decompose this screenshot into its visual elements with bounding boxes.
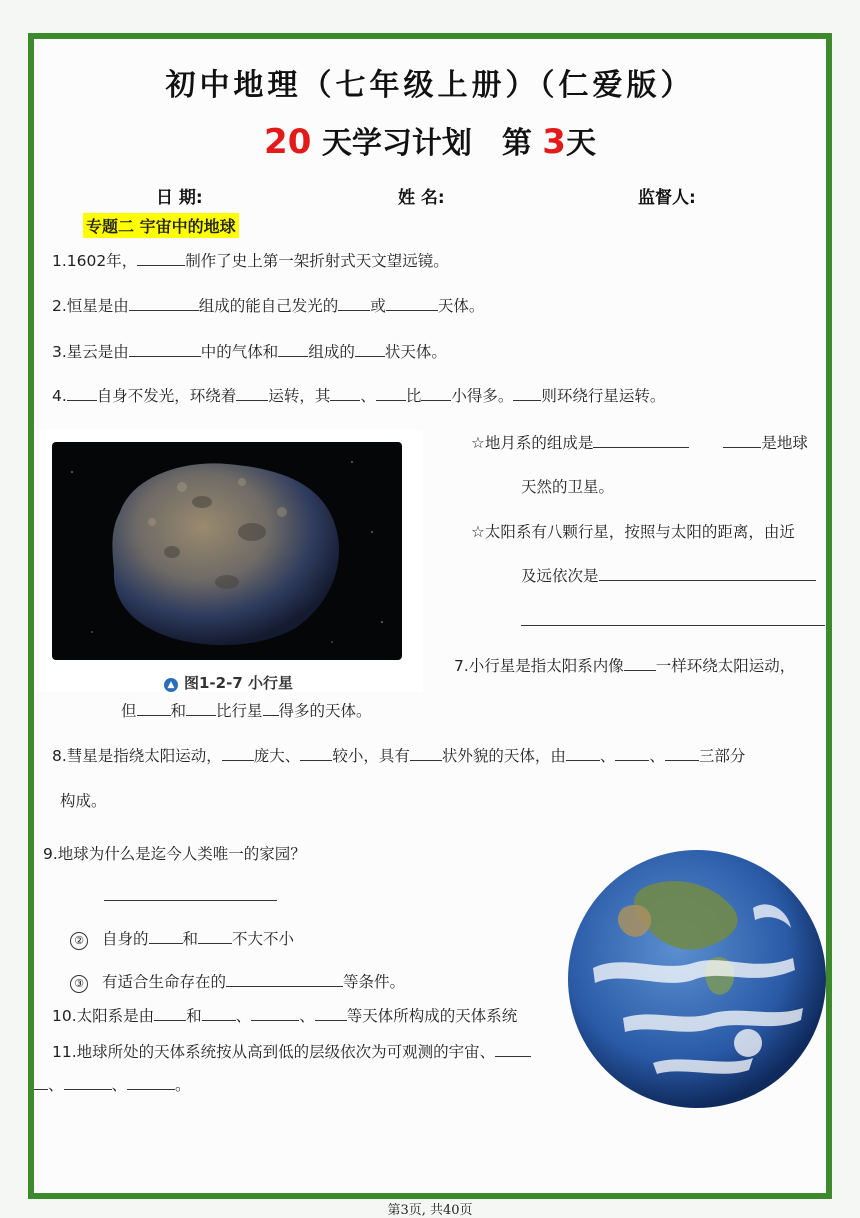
answer-blank[interactable]	[222, 745, 254, 762]
figure-caption: ▲ 图1-2-7 小行星	[164, 672, 293, 693]
answer-blank[interactable]	[593, 432, 689, 449]
answer-blank[interactable]	[278, 341, 308, 358]
question-11-cont: 、 、 。	[34, 1073, 191, 1095]
answer-blank[interactable]	[615, 745, 649, 762]
question-2: 2.恒星是由 组成的能自己发光的 或 天体。	[52, 294, 484, 316]
answer-blank[interactable]	[186, 700, 216, 717]
question-8-cont: 构成。	[60, 792, 107, 810]
asteroid-image	[52, 442, 402, 660]
asteroid-figure	[38, 430, 423, 692]
answer-blank[interactable]	[338, 295, 370, 312]
supervisor-label: 监督人:	[638, 188, 696, 208]
answer-blank[interactable]	[386, 295, 438, 312]
day-suffix: 天	[565, 126, 596, 161]
question-11: 11.地球所处的天体系统按从高到低的层级依次为可观测的宇宙、	[52, 1040, 531, 1062]
answer-blank[interactable]	[421, 385, 451, 402]
circled-number: ③	[70, 975, 88, 993]
answer-blank[interactable]	[64, 1074, 112, 1091]
page-subtitle	[0, 118, 860, 162]
question-4: 4. 自身不发光，环绕着 运转，其 、 比 小得多。 则环绕行星运转。	[52, 384, 665, 406]
answer-blank[interactable]	[495, 1041, 531, 1058]
answer-blank[interactable]	[137, 700, 171, 717]
answer-line[interactable]	[521, 625, 825, 626]
answer-blank[interactable]	[410, 745, 442, 762]
answer-blank[interactable]	[34, 1074, 48, 1091]
answer-blank[interactable]	[376, 385, 406, 402]
answer-blank[interactable]	[236, 385, 268, 402]
answer-blank[interactable]	[300, 745, 332, 762]
answer-blank[interactable]	[198, 928, 232, 945]
answer-blank[interactable]	[202, 1005, 236, 1022]
answer-blank[interactable]	[226, 971, 343, 988]
topic-heading: 专题二 宇宙中的地球	[83, 213, 239, 238]
question-10: 10.太阳系是由 和 、 、 等天体所构成的天体系统	[52, 1004, 517, 1026]
triangle-icon: ▲	[164, 678, 178, 692]
answer-blank[interactable]	[330, 385, 360, 402]
answer-blank[interactable]	[566, 745, 600, 762]
plan-days-number: 20	[264, 122, 312, 162]
question-7-cont: 但 和 比行星 得多的天体。	[121, 699, 372, 721]
day-number: 3	[542, 122, 566, 162]
question-9: 9.地球为什么是迄今人类唯一的家园？	[43, 845, 306, 863]
question-6-cont: 及远依次是	[521, 564, 816, 586]
answer-blank[interactable]	[251, 1005, 299, 1022]
answer-blank[interactable]	[723, 432, 761, 449]
answer-blank[interactable]	[137, 250, 185, 267]
answer-blank[interactable]	[149, 928, 183, 945]
question-6: ☆太阳系有八颗行星，按照与太阳的距离，由近	[471, 523, 795, 541]
answer-blank[interactable]	[599, 565, 816, 582]
answer-blank[interactable]	[665, 745, 699, 762]
answer-blank[interactable]	[129, 295, 199, 312]
question-5-cont: 天然的卫星。	[521, 478, 615, 496]
circled-number: ②	[70, 932, 88, 950]
question-7: 7.小行星是指太阳系内像 一样环绕太阳运动，	[454, 654, 795, 676]
answer-blank[interactable]	[129, 341, 201, 358]
earth-figure	[563, 848, 831, 1110]
answer-blank[interactable]	[67, 385, 97, 402]
answer-blank[interactable]	[355, 341, 385, 358]
question-8: 8.彗星是指绕太阳运动， 庞大、 较小，具有 状外貌的天体，由 、 、 三部分	[52, 744, 745, 766]
date-label: 日 期:	[156, 188, 203, 208]
answer-line[interactable]	[104, 900, 277, 901]
answer-blank[interactable]	[154, 1005, 186, 1022]
question-3: 3.星云是由 中的气体和 组成的 状天体。	[52, 340, 447, 362]
answer-blank[interactable]	[624, 655, 656, 672]
question-1: 1.1602年， 制作了史上第一架折射式天文望远镜。	[52, 249, 449, 271]
page-title: 初中地理（七年级上册）（仁爱版）	[165, 68, 695, 103]
page-number: 第3页, 共40页	[387, 1203, 473, 1218]
plan-text: 天学习计划 第	[311, 126, 543, 161]
answer-blank[interactable]	[513, 385, 541, 402]
answer-blank[interactable]	[263, 700, 279, 717]
name-label: 姓 名:	[398, 188, 445, 208]
question-9-item-3: ③ 有适合生命存在的 等条件。	[70, 970, 405, 993]
answer-blank[interactable]	[127, 1074, 175, 1091]
answer-blank[interactable]	[315, 1005, 347, 1022]
question-9-item-2: ② 自身的 和 不大不小	[70, 927, 294, 950]
question-5: ☆地月系的组成是 是地球	[471, 431, 808, 453]
